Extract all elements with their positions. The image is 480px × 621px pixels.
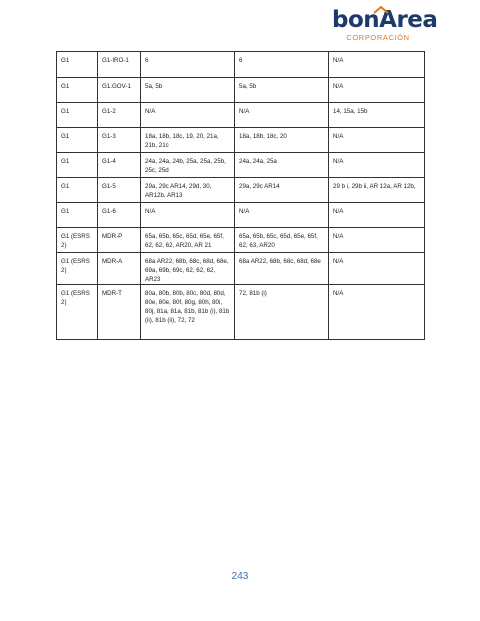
table-cell: MDR-A (98, 253, 141, 285)
logo-word-right: rea (396, 7, 438, 33)
table-cell: G1 (57, 52, 98, 78)
table-cell: 5a, 5b (141, 78, 235, 103)
table-cell: MDR-T (98, 285, 141, 340)
table-cell: G1 (57, 153, 98, 178)
table-cell: G1-4 (98, 153, 141, 178)
table-cell: N/A (329, 253, 425, 285)
table-cell: G1 (57, 178, 98, 203)
table-cell: G1.GOV-1 (98, 78, 141, 103)
table-row (57, 153, 425, 178)
table-cell: 65a, 65b, 65c, 65d, 65e, 65f, 62, 62, 62, AR20, AR 21 (141, 228, 235, 253)
table-row (57, 285, 425, 340)
table-cell: 29a, 29c AR14, 29d, 30, AR12b, AR13 (141, 178, 235, 203)
table-cell: G1 (ESRS 2) (57, 228, 98, 253)
table-cell: N/A (329, 153, 425, 178)
table-cell: 68a AR22, 68b, 68c, 68d, 68e, 69a, 69b, 69c, 62, 62, 62, AR23 (141, 253, 235, 285)
disclosure-index-table (56, 51, 425, 340)
table-cell: G1-3 (98, 128, 141, 153)
table-cell: G1-6 (98, 203, 141, 228)
table-row (57, 203, 425, 228)
table-cell: 6 (235, 52, 329, 78)
table-cell: N/A (141, 203, 235, 228)
table-row (57, 78, 425, 103)
table-cell: 6 (141, 52, 235, 78)
table-cell: 65a, 65b, 65c, 65d, 65e, 65f, 62, 63, AR20 (235, 228, 329, 253)
page-number: 243 (231, 571, 249, 582)
table-cell: 18a, 18b, 18c, 19, 20, 21a, 21b, 21c (141, 128, 235, 153)
table-cell: 14, 15a, 15b (329, 103, 425, 128)
table-cell: N/A (329, 52, 425, 78)
table-row (57, 103, 425, 128)
table-cell: 80a, 80b, 80b, 80c, 80d, 80d, 80e, 80e, 80f, 80g, 80h, 80i, 80j, 81a, 81a, 81b, 81b (i), 81b (ii), 81b (ii), 72, 72 (141, 285, 235, 340)
table-cell: 5a, 5b (235, 78, 329, 103)
table-cell: G1 (57, 103, 98, 128)
table-cell: 29a, 29c AR14 (235, 178, 329, 203)
table-cell: N/A (329, 78, 425, 103)
table-cell: N/A (235, 103, 329, 128)
logo-wordmark (332, 8, 437, 32)
logo-a-mark: A (379, 7, 397, 33)
logo-subtitle: CORPORACIÓN (346, 33, 410, 42)
table-row (57, 178, 425, 203)
table-cell: G1-5 (98, 178, 141, 203)
table-cell: G1 (57, 128, 98, 153)
table-cell: G1 (ESRS 2) (57, 253, 98, 285)
table-cell: N/A (329, 203, 425, 228)
table-cell: 18a, 18b, 18c, 20 (235, 128, 329, 153)
table-cell: G1 (57, 203, 98, 228)
logo-roof-icon (373, 6, 389, 14)
table-cell: G1 (57, 78, 98, 103)
table-cell: N/A (141, 103, 235, 128)
table-row (57, 228, 425, 253)
table-row (57, 253, 425, 285)
table-row (57, 128, 425, 153)
table-cell: 68a AR22, 68b, 68c, 68d, 68e (235, 253, 329, 285)
table-cell: N/A (329, 228, 425, 253)
table-cell: MDR-P (98, 228, 141, 253)
table-cell: N/A (329, 285, 425, 340)
table-cell: G1-IRO-1 (98, 52, 141, 78)
table-cell: N/A (329, 128, 425, 153)
table-cell: 24a, 24a, 25a (235, 153, 329, 178)
table-cell: 29 b i, 29b ii, AR 12a, AR 12b, (329, 178, 425, 203)
table-cell: 72, 81b (i) (235, 285, 329, 340)
table-cell: 24a, 24a, 24b, 25a, 25a, 25b, 25c, 25d (141, 153, 235, 178)
table-cell: G1 (ESRS 2) (57, 285, 98, 340)
table-cell: G1-2 (98, 103, 141, 128)
table-row (57, 52, 425, 78)
company-logo (332, 7, 438, 42)
logo-word-left: bon (332, 7, 380, 33)
table-body (57, 52, 425, 340)
table-cell: N/A (235, 203, 329, 228)
